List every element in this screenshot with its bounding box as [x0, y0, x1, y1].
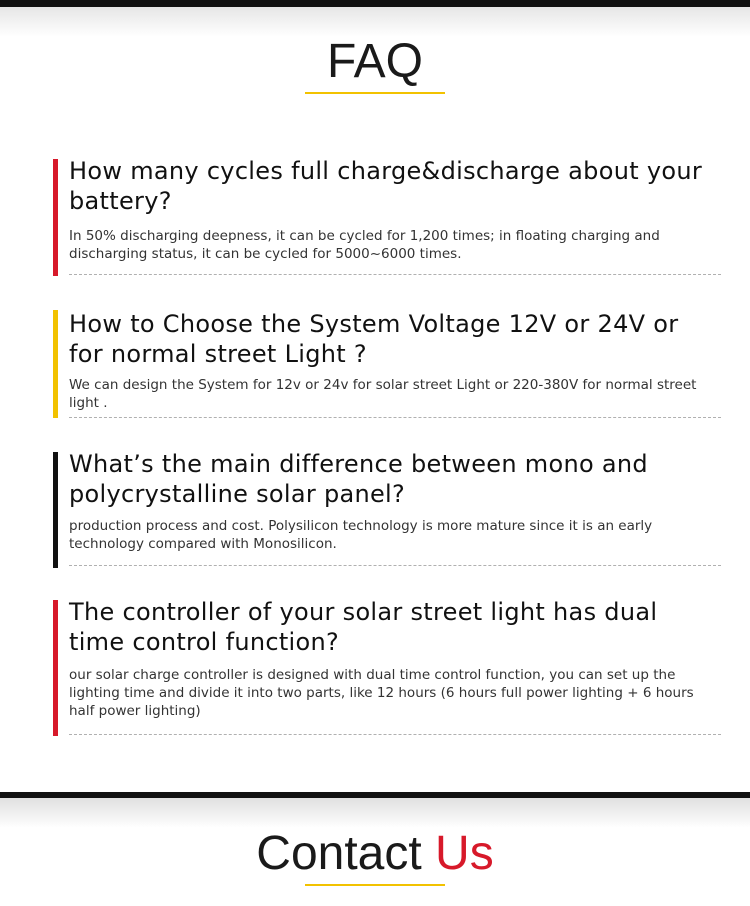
faq-item-accent-bar	[53, 452, 58, 568]
faq-question: What’s the main difference between mono and polycrystalline solar panel?	[69, 450, 648, 508]
faq-item-divider	[69, 565, 721, 566]
faq-item-accent-bar	[53, 159, 58, 276]
faq-answer: We can design the System for 12v or 24v for solar street Light or 220-380V for normal street light .	[69, 377, 697, 411]
faq-item-divider	[69, 274, 721, 275]
contact-heading-underline	[305, 884, 445, 886]
faq-item	[53, 159, 721, 276]
faq-item-divider	[69, 417, 721, 418]
faq-item	[53, 310, 721, 418]
faq-answer: In 50% discharging deepness, it can be cycled for 1,200 times; in floating charging and discharging status, it can be cycled for 5000~6000 times.	[69, 228, 660, 262]
faq-answer: production process and cost. Polysilicon technology is more mature since it is an early technology compared with Monosilicon.	[69, 518, 653, 552]
bottom-shadow	[0, 798, 750, 828]
faq-item-accent-bar	[53, 310, 58, 418]
faq-question: How to Choose the System Voltage 12V or 24V or for normal street Light ?	[69, 310, 679, 368]
contact-heading	[0, 828, 750, 880]
faq-heading: FAQ	[326, 35, 424, 88]
faq-item-divider	[69, 734, 721, 735]
top-dark-band	[0, 0, 750, 7]
faq-question: How many cycles full charge&discharge about your battery?	[69, 157, 703, 215]
faq-item-accent-bar	[53, 600, 58, 736]
faq-question: The controller of your solar street light has dual time control function?	[69, 598, 658, 656]
faq-answer: our solar charge controller is designed with dual time control function, you can set up the lighting time and divide it into two parts, like 12 hours (6 hours full power lighting + 6 hours half power lighting)	[69, 667, 694, 719]
contact-heading-accent: Us	[435, 827, 494, 880]
faq-item	[53, 452, 721, 568]
faq-item	[53, 600, 721, 736]
faq-heading-underline	[305, 92, 445, 94]
top-shadow	[0, 7, 750, 37]
contact-heading-main: Contact	[256, 827, 436, 880]
